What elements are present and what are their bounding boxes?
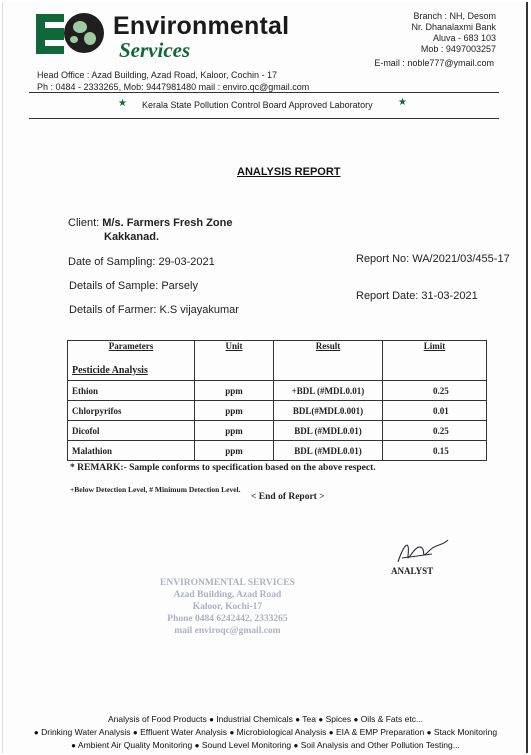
param-cell: Ethion	[68, 381, 195, 401]
param-cell: Dicofol	[68, 421, 195, 441]
limit-cell: 0.01	[383, 401, 487, 421]
detection-note: +Below Detection Level, # Minimum Detection Level.	[70, 485, 241, 494]
header-unit: Unit	[195, 341, 274, 361]
result-cell: BDL (#MDL0.01)	[274, 421, 383, 441]
unit-cell: ppm	[195, 421, 274, 441]
client-name: M/s. Farmers Fresh Zone	[102, 217, 233, 229]
table-row	[68, 381, 487, 401]
unit-cell: ppm	[195, 441, 274, 461]
globe-logo-icon	[64, 13, 104, 53]
table-row	[68, 421, 487, 441]
table-row	[68, 401, 487, 421]
table-row	[68, 441, 487, 461]
section-row	[68, 360, 487, 381]
email: E-mail : noble777@ymail.com	[374, 58, 494, 68]
approved-lab-text: Kerala State Pollution Control Board Approved Laboratory	[142, 100, 373, 110]
client-line: Client: M/s. Farmers Fresh Zone	[68, 217, 233, 229]
remark: * REMARK:- Sample conforms to specification based on the above respect.	[70, 463, 376, 473]
star-icon: ★	[118, 98, 127, 109]
section-title: Pesticide Analysis	[68, 360, 195, 381]
param-cell: Chlorpyrifos	[68, 401, 195, 421]
branch-address: Branch : NH, Desom Nr. Dhanalaxmi Bank Aluva - 683 103 Mob : 9497003257	[411, 11, 496, 54]
analyst-label: ANALYST	[391, 566, 434, 576]
office-stamp: ENVIRONMENTAL SERVICES Azad Building, Azad Road Kaloor, Kochi-17 Phone 0484 6242442, 2333265 mail enviroqc@gmail.com	[160, 578, 295, 636]
report-title: ANALYSIS REPORT	[237, 166, 341, 178]
brand-subname: Services	[119, 38, 191, 62]
unit-cell: ppm	[195, 401, 274, 421]
sampling-date: Date of Sampling: 29-03-2021	[68, 256, 215, 268]
limit-cell: 0.25	[383, 421, 487, 441]
footer-line: Analysis of Food Products ● Industrial Chemicals ● Tea ● Spices ● Oils & Fats etc...	[107, 714, 424, 724]
signature	[392, 534, 452, 568]
client-city: Kakkanad.	[104, 231, 160, 243]
result-cell: BDL (#MDL0.01)	[274, 441, 383, 461]
header-divider	[29, 92, 499, 93]
farmer-details: Details of Farmer: K.S vijayakumar	[69, 304, 239, 316]
limit-cell: 0.15	[383, 441, 487, 461]
header-divider	[29, 118, 499, 119]
header-result: Result	[274, 341, 383, 361]
end-of-report: < End of Report >	[251, 492, 325, 502]
footer-line: ● Drinking Water Analysis ● Effluent Water Analysis ● Microbiological Analysis ● EIA & EMP Preparation ● Stack Monitoring	[33, 727, 498, 737]
unit-cell: ppm	[195, 381, 274, 401]
limit-cell: 0.25	[383, 381, 487, 401]
param-cell: Malathion	[68, 441, 195, 461]
header-limit: Limit	[383, 341, 487, 361]
results-table	[67, 340, 487, 461]
logo-e-icon	[36, 14, 64, 54]
sample-details: Details of Sample: Parsely	[69, 280, 198, 292]
result-cell: BDL(#MDL0.001)	[274, 401, 383, 421]
result-cell: +BDL (#MDL0.01)	[274, 381, 383, 401]
brand-name: Environmental	[113, 12, 290, 40]
footer-line: ● Ambient Air Quality Monitoring ● Sound Level Monitoring ● Soil Analysis and Other Pollution Testing...	[71, 740, 460, 750]
star-icon: ★	[398, 97, 407, 108]
report-number: Report No: WA/2021/03/455-17	[356, 253, 510, 265]
table-header-row	[68, 341, 487, 361]
header-parameters: Parameters	[68, 341, 195, 361]
report-date: Report Date: 31-03-2021	[356, 290, 478, 302]
head-office: Head Office : Azad Building, Azad Road, Kaloor, Cochin - 17 Ph : 0484 - 2333265, Mob: 9447981480 mail : enviro.qc@gmail.com	[37, 70, 310, 92]
